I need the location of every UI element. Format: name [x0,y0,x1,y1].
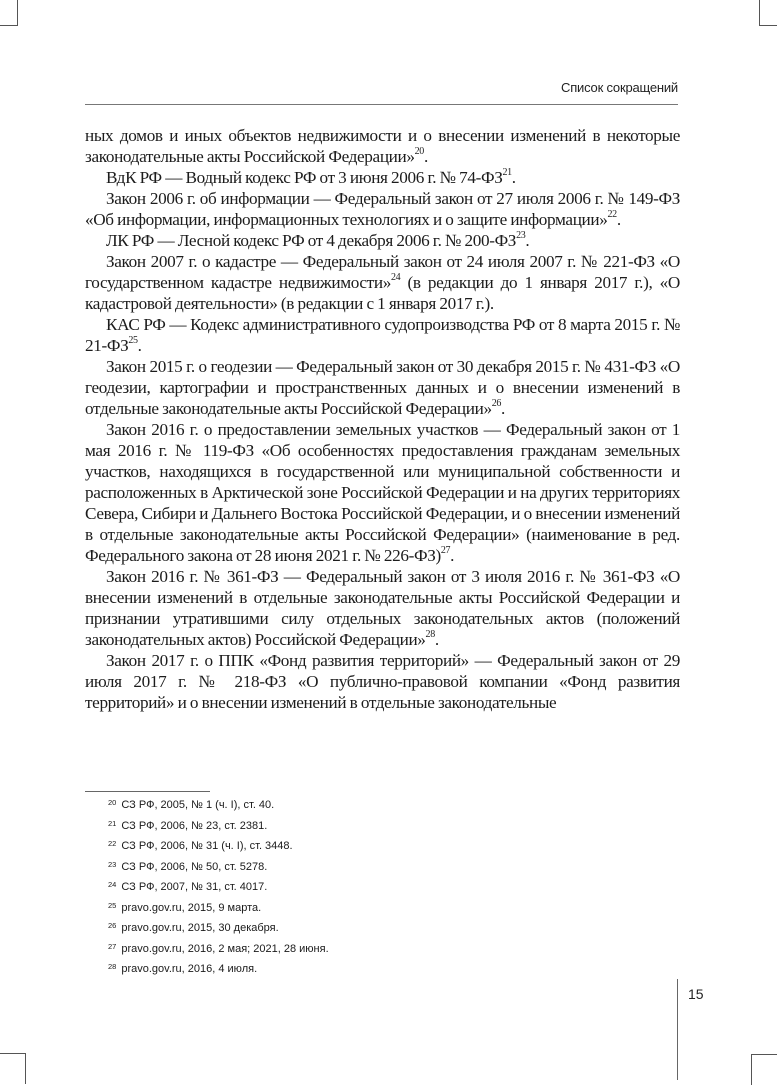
footnote [108,897,329,918]
paragraph-tail: . [525,231,530,250]
paragraph [85,419,680,566]
footnote-text: СЗ РФ, 2007, № 31, ст. 4017. [121,881,268,893]
footnote-ref[interactable]: 21 [502,167,512,179]
footnote-text: СЗ РФ, 2006, № 31 (ч. I), ст. 3448. [121,840,293,852]
body-text [85,125,680,713]
paragraph [85,650,680,713]
footnote-number: 23 [108,859,117,869]
paragraph [85,314,680,356]
footnote [108,917,329,938]
paragraph-tail: . [616,210,621,229]
footnote [108,938,329,959]
paragraph-text: ВдК РФ — Водный кодекс РФ от 3 июня 2006 г. № 74-ФЗ [106,168,503,187]
footnote-ref[interactable]: 22 [607,209,617,221]
footnote-ref[interactable]: 27 [440,545,451,557]
footnote-ref[interactable]: 25 [128,335,138,347]
paragraph [85,566,680,650]
paragraph [85,230,680,251]
page-number: 15 [688,986,704,1002]
footnote-ref[interactable]: 26 [491,398,502,410]
footnote-number: 22 [108,839,117,848]
paragraph-text: Закон 2017 г. о ППК «Фонд развития территорий» — Федеральный закон от 29 июля 2017 г. № 218-ФЗ «О публично-правовой компании «Фонд развития территорий» и о внесении изменений в отдельные законодательные [85,651,680,712]
footnote-number: 20 [108,798,117,807]
footnote-number: 28 [108,962,117,971]
footnote [108,876,329,897]
paragraph-tail: (в редакции до 1 января 2017 г.), «О кадастровой деятельности» (в редакции с 1 января 2017 г.). [85,273,680,313]
paragraph-text: ных домов и иных объектов недвижимости и о внесении изменений в некоторые законодательные акты Российской Федерации» [85,126,680,166]
footnote-number: 27 [108,941,117,951]
paragraph-text: КАС РФ — Кодекс административного судопроизводства РФ от 8 марта 2015 г. № 21-ФЗ [85,315,680,355]
footnote-text: pravo.gov.ru, 2015, 30 декабря. [121,922,279,934]
footnote-text: СЗ РФ, 2005, № 1 (ч. I), ст. 40. [121,799,275,811]
footnote-ref[interactable]: 28 [425,629,435,641]
crop-mark-bottom-right [751,1054,777,1085]
crop-mark-top-right [759,0,777,26]
paragraph [85,356,680,419]
footnote [108,815,329,836]
paragraph [85,251,680,314]
footnote [108,856,329,877]
paragraph-tail: . [423,147,428,166]
footnote-text: СЗ РФ, 2006, № 23, ст. 2381. [121,819,268,832]
paragraph [85,188,680,230]
footnote [108,958,329,979]
paragraph-text: Закон 2015 г. о геодезии — Федеральный закон от 30 декабря 2015 г. № 431-ФЗ «О геодезии, картографии и пространственных данных и о внесении изменений в отдельные законодательные акты Российской Федерации» [85,357,680,418]
paragraph-text: Закон 2006 г. об информации — Федеральный закон от 27 июля 2006 г. № 149-ФЗ «Об информации, информационных технологиях и о защите информации» [85,189,680,229]
crop-mark-bottom-left [0,1053,26,1084]
paragraph-tail: . [137,336,142,355]
footnote-number: 21 [108,818,117,828]
paragraph-text: ЛК РФ — Лесной кодекс РФ от 4 декабря 2006 г. № 200-ФЗ [106,231,517,250]
footnote-ref[interactable]: 23 [516,230,526,242]
footnote-number: 26 [108,921,117,930]
paragraph-text: Закон 2016 г. о предоставлении земельных участков — Федеральный закон от 1 мая 2016 г. № 119-ФЗ «Об особенностях предоставления гражданам земельных участков, находящихся в государственной или муниципальной собственности и расположенных в Арктической зоне Российской Федерации и на других территориях Севера, Сибири и Дальнего Востока Российской Федерации, и о внесении изменений в отдельные законодательные акты Российской Федерации» (наименование в ред. Федерального закона от 28 июня 2021 г. № 226-ФЗ) [85,420,680,565]
running-head: Список сокращений [561,80,678,95]
footnote-number: 25 [108,900,117,910]
footnote-text: pravo.gov.ru, 2016, 4 июля. [121,963,258,975]
paragraph-text: Закон 2016 г. № 361-ФЗ — Федеральный закон от 3 июля 2016 г. № 361-ФЗ «О внесении изменений в отдельные законодательные акты Российской Федерации и признании утратившими силу отдельных законодательных актов (положений законодательных актов) Российской Федерации» [85,567,680,649]
paragraph-tail: . [501,399,505,418]
paragraph-tail: . [511,168,516,187]
footnote [108,794,329,815]
footnote [108,835,329,856]
footnotes [108,794,329,979]
footnote-text: pravo.gov.ru, 2015, 9 марта. [121,901,262,914]
footnote-ref[interactable]: 20 [414,146,424,158]
footnote-number: 24 [108,880,117,889]
paragraph-text: Закон 2007 г. о кадастре — Федеральный закон от 24 июля 2007 г. № 221-ФЗ «О государственном кадастре недвижимости» [85,252,680,292]
page-number-rule [677,979,678,1080]
crop-mark-top-left [0,0,18,26]
header-rule [85,104,678,105]
footnote-rule [85,791,210,792]
footnote-text: СЗ РФ, 2006, № 50, ст. 5278. [121,860,268,873]
footnote-ref[interactable]: 24 [390,272,401,284]
paragraph [85,125,680,167]
paragraph-tail: . [450,546,455,565]
paragraph [85,167,680,188]
footnote-text: pravo.gov.ru, 2016, 2 мая; 2021, 28 июня. [121,942,329,955]
paragraph-tail: . [434,630,439,649]
